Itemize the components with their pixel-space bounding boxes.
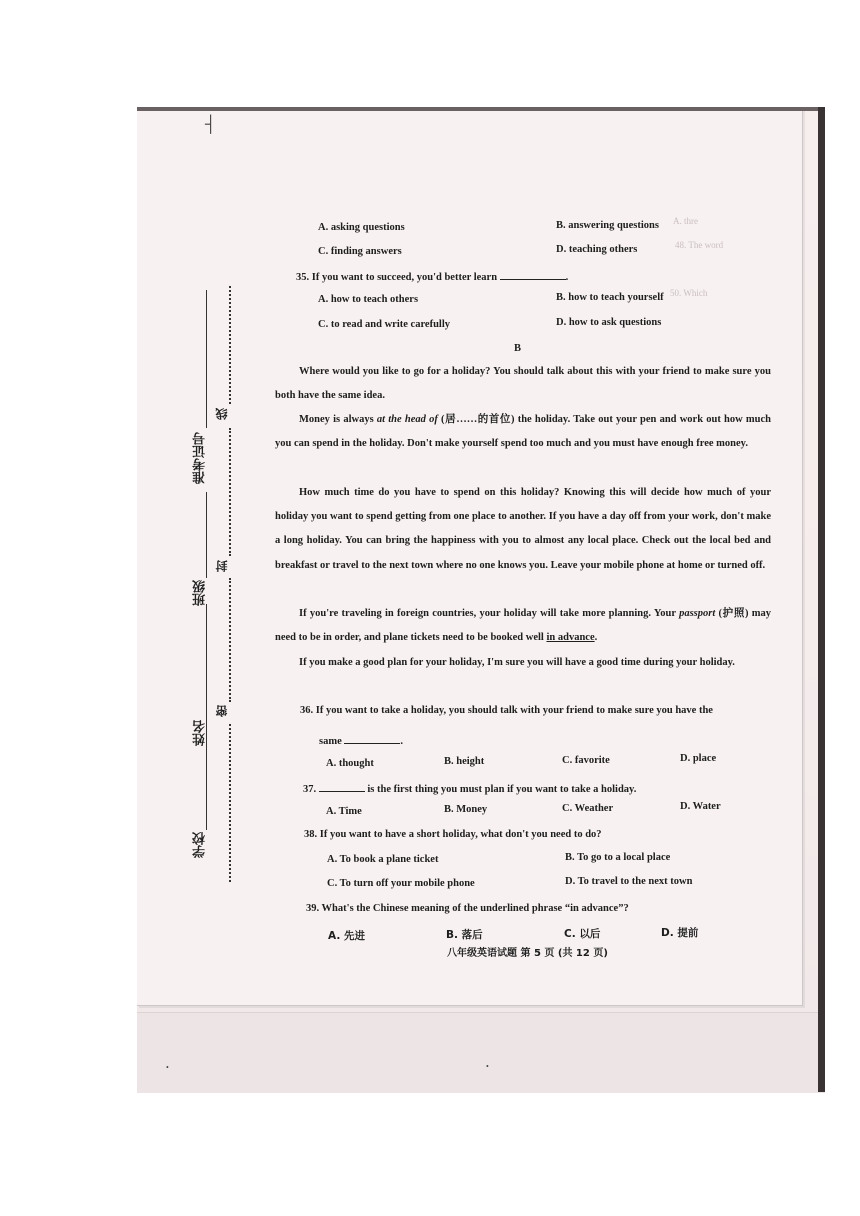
speck: • <box>166 1063 169 1072</box>
q37-number: 37. <box>303 784 317 795</box>
bleed-through: 48. The word <box>675 240 724 250</box>
q36-stem-line2 <box>319 734 403 747</box>
q34-option-c: C. finding answers <box>318 246 402 257</box>
exam-number-field[interactable] <box>206 290 207 428</box>
seal-dotted-line <box>229 428 231 556</box>
q35-blank <box>500 270 566 280</box>
passage-paragraph-1: Where would you like to go for a holiday? You should talk about this with your friend to make sure you both have the same idea. <box>275 366 771 402</box>
p4-start: If you're traveling in foreign countries, your holiday will take more planning. Your <box>299 608 680 619</box>
q37-option-a: A. Time <box>326 806 362 817</box>
exam-number-label: 准考证号 <box>193 432 208 484</box>
crop-mark: ┤ <box>205 116 217 133</box>
q36-blank <box>344 734 400 744</box>
seal-secret-char: 密 <box>215 705 229 717</box>
q38-option-a: A. To book a plane ticket <box>327 854 439 865</box>
q38-option-b: B. To go to a local place <box>565 852 671 863</box>
q39-option-b: B. 落后 <box>446 929 483 941</box>
scan-lower-strip <box>137 1012 825 1093</box>
p4-italic: passport <box>679 608 716 619</box>
p2-start: Money is always <box>299 414 377 425</box>
school-label: 学校 <box>193 832 208 858</box>
q38-stem: 38. If you want to have a short holiday, what don't you need to do? <box>304 829 602 840</box>
q39-stem: 39. What's the Chinese meaning of the underlined phrase “in advance”? <box>306 903 629 914</box>
p4-mid: (护照) may need to be in order, and plane tickets need to be booked well <box>275 608 771 644</box>
q36-stem: 36. If you want to take a holiday, you should talk with your friend to make sure you have the <box>300 705 713 716</box>
q34-option-b: B. answering questions <box>556 220 659 231</box>
q37-stem-text: is the first thing you must plan if you want to take a holiday. <box>367 784 637 795</box>
q36-option-c: C. favorite <box>562 755 610 766</box>
q34-option-a: A. asking questions <box>318 222 405 233</box>
class-field[interactable] <box>206 492 207 578</box>
q37-option-b: B. Money <box>444 804 488 815</box>
q35-end: . <box>565 272 569 283</box>
q38-option-d: D. To travel to the next town <box>565 876 693 887</box>
q35-option-b: B. how to teach yourself <box>556 292 664 303</box>
q37-option-d: D. Water <box>680 801 721 812</box>
bleed-through: 50. Which <box>670 288 708 298</box>
passage-paragraph-3: How much time do you have to spend on this holiday? Knowing this will decide how much of your holiday you want to spend getting from one place to another. If you have a day off from your work, don't make a long holiday. You can bring the happiness with you to almost any local place. Check out the local bed and breakfast or travel to the next town where no one knows you. Leave your mobile phone at home or turned off. <box>275 487 771 571</box>
passage-paragraph-2 <box>275 408 771 456</box>
q38-option-c: C. To turn off your mobile phone <box>327 878 475 889</box>
class-label: 班级 <box>193 580 208 606</box>
seal-line-char: 线 <box>215 408 229 420</box>
scan-right-edge <box>818 107 825 1092</box>
section-heading: B <box>514 343 522 354</box>
seal-dotted-line <box>229 286 231 404</box>
q36-option-a: A. thought <box>326 758 374 769</box>
q36-stem2: same <box>319 736 342 747</box>
q39-option-c: C. 以后 <box>564 928 601 940</box>
passage-paragraph-4 <box>275 602 771 650</box>
seal-dotted-line <box>229 578 231 702</box>
q35-stem <box>296 270 568 283</box>
q37-stem <box>303 782 636 795</box>
q35-option-a: A. how to teach others <box>318 294 419 305</box>
q39-option-a: A. 先进 <box>328 930 365 942</box>
underlined-phrase: in advance <box>546 632 595 644</box>
q35-option-d: D. how to ask questions <box>556 317 662 328</box>
q37-option-c: C. Weather <box>562 803 614 814</box>
seal-seal-char: 封 <box>215 560 229 572</box>
q39-option-d: D. 提前 <box>661 927 699 939</box>
page-footer: 八年级英语试题 第 5 页 (共 12 页) <box>447 948 608 959</box>
q36-end: . <box>400 736 403 747</box>
q35-option-c: C. to read and write carefully <box>318 319 451 330</box>
passage-paragraph-5: If you make a good plan for your holiday, I'm sure you will have a good time during your holiday. <box>299 657 735 668</box>
p2-gloss: (居……的首位) <box>437 414 518 425</box>
p2-italic: at the head of <box>376 414 438 425</box>
speck: • <box>486 1062 489 1071</box>
seal-dotted-line <box>229 724 231 882</box>
q35-stem-text: 35. If you want to succeed, you'd better learn <box>296 272 498 283</box>
p2-rest: the holiday. Take out your pen and work out how much you can spend in the holiday. Don't make yourself spend too much and you must have enough free money. <box>275 414 772 450</box>
scan-top-edge <box>137 107 825 111</box>
q34-option-d: D. teaching others <box>556 244 638 255</box>
name-field[interactable] <box>206 604 207 716</box>
q36-option-d: D. place <box>680 753 717 764</box>
q37-blank <box>319 782 365 792</box>
p4-end: . <box>594 632 598 644</box>
name-label: 姓名 <box>193 720 208 746</box>
bleed-through: A. thre <box>673 216 698 226</box>
q36-option-b: B. height <box>444 756 485 767</box>
